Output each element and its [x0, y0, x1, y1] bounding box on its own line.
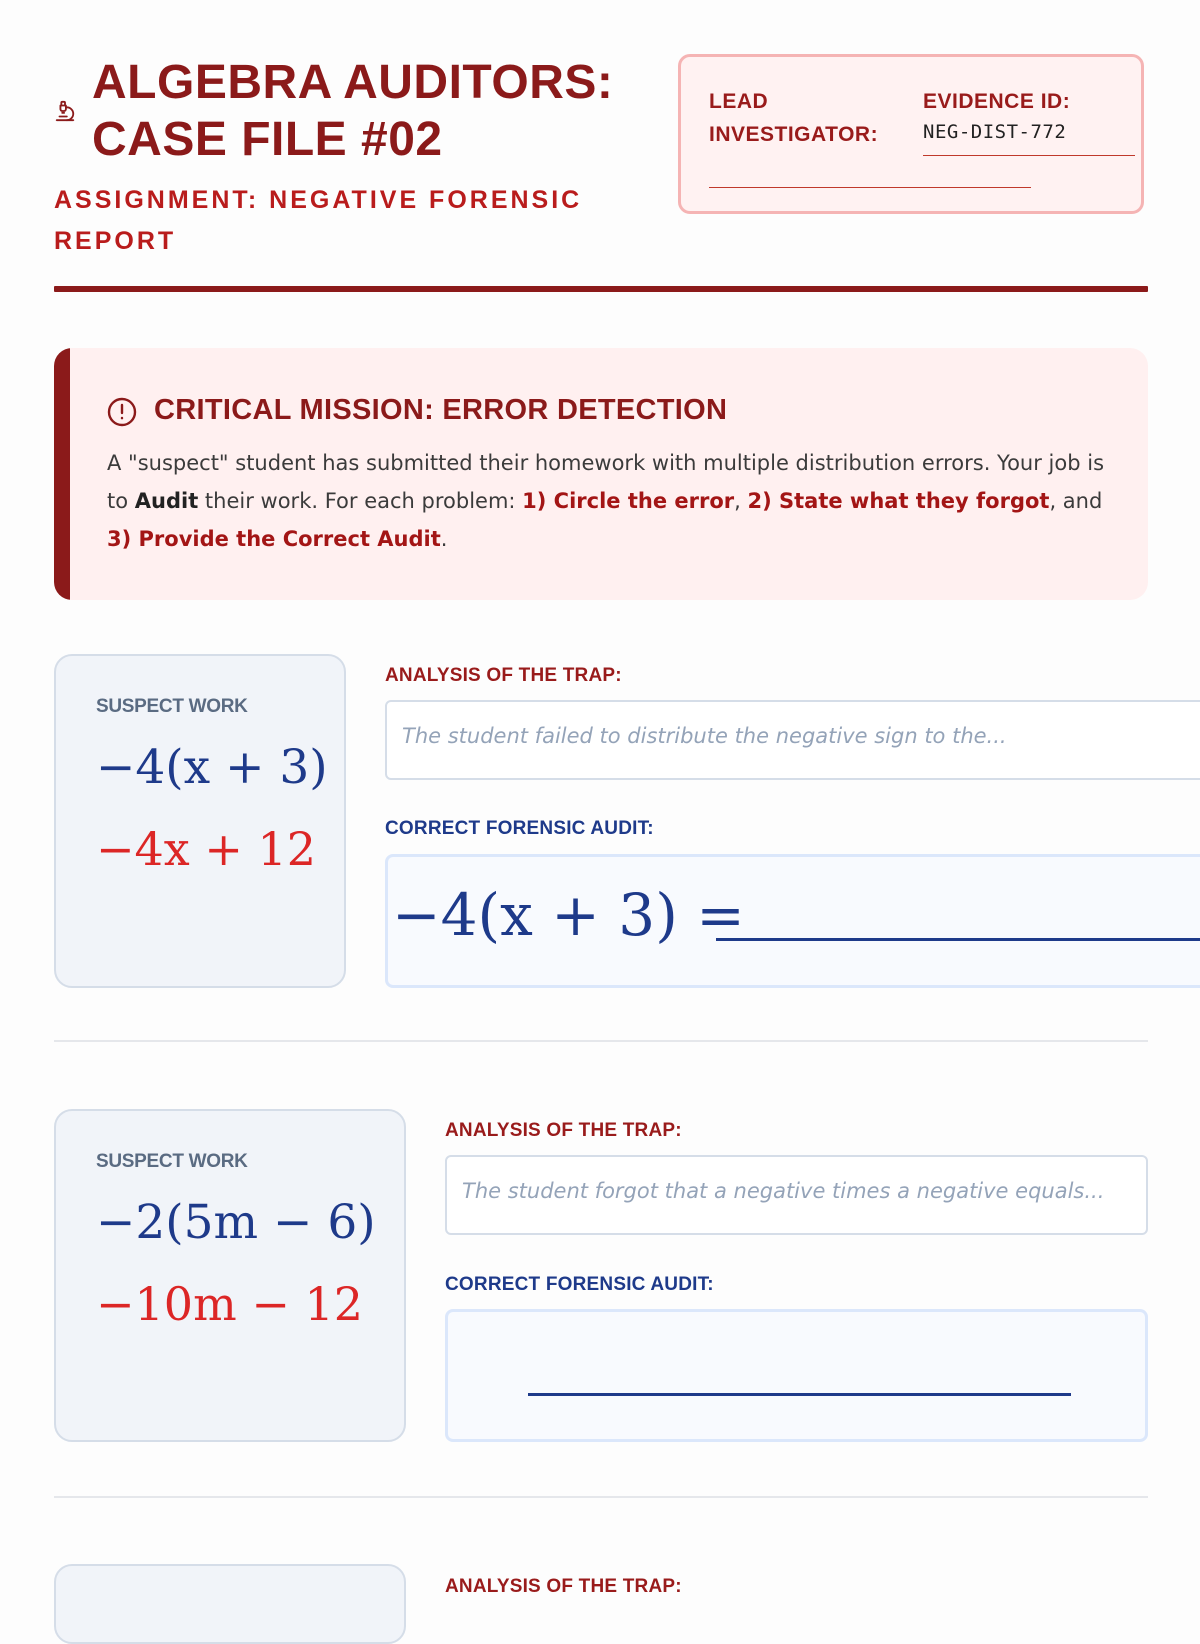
mission-step-2: 2) State what they forgot [747, 489, 1050, 513]
worksheet-header [54, 52, 1148, 292]
mission-audit-word: Audit [134, 489, 199, 513]
suspect-problem: −2(5m − 6) [96, 1195, 376, 1250]
analysis-placeholder: The student forgot that a negative times a negative equals... [462, 1179, 1105, 1203]
lead-label-line-1: LEAD [709, 90, 769, 113]
lead-label-line-2: INVESTIGATOR: [709, 123, 879, 146]
mission-intro: A "suspect" student has submitted their homework with multiple distribution errors. Your job is to [107, 451, 1105, 513]
problem-divider [54, 1040, 1148, 1042]
suspect-error-answer[interactable]: −4x + 12 [96, 822, 317, 876]
evidence-id-underline [923, 155, 1135, 156]
analysis-label: ANALYSIS OF THE TRAP: [385, 665, 622, 686]
analysis-input[interactable] [445, 1155, 1148, 1235]
lead-investigator-field[interactable] [709, 187, 1031, 188]
mission-accent-bar [54, 348, 70, 600]
mission-step-1: 1) Circle the error [522, 489, 735, 513]
header-divider [54, 286, 1148, 292]
suspect-work-card [54, 1109, 406, 1442]
mission-sep-1: , [734, 489, 748, 513]
mission-step-3: 3) Provide the Correct Audit [107, 527, 441, 551]
mission-instructions [107, 444, 1107, 558]
case-info-box [678, 54, 1144, 214]
subtitle-line-1: ASSIGNMENT: NEGATIVE FORENSIC [54, 186, 583, 214]
suspect-work-label: SUSPECT WORK [96, 696, 248, 717]
suspect-work-label: SUSPECT WORK [96, 1151, 248, 1172]
suspect-error-answer[interactable]: −10m − 12 [96, 1277, 364, 1331]
audit-answer-field[interactable] [385, 854, 1200, 988]
alert-circle-icon [106, 396, 138, 428]
mission-callout [54, 348, 1148, 600]
audit-answer-blank[interactable] [528, 1393, 1071, 1396]
suspect-problem: −4(x + 3) [96, 740, 328, 795]
evidence-id-value: NEG-DIST-772 [923, 121, 1067, 143]
evidence-id-label: EVIDENCE ID: [923, 90, 1071, 113]
mission-end: . [440, 527, 448, 551]
microscope-icon [54, 100, 76, 122]
subtitle-line-2: REPORT [54, 227, 177, 255]
analysis-label: ANALYSIS OF THE TRAP: [445, 1120, 682, 1141]
audit-answer-blank[interactable] [716, 938, 1200, 941]
mission-sep-2: , and [1049, 489, 1103, 513]
title-line-2: CASE FILE #02 [92, 113, 443, 166]
analysis-label: ANALYSIS OF THE TRAP: [445, 1576, 682, 1597]
audit-answer-field[interactable] [445, 1309, 1148, 1442]
problem-divider [54, 1496, 1148, 1498]
analysis-input[interactable] [385, 700, 1200, 780]
audit-label: CORRECT FORENSIC AUDIT: [385, 818, 654, 839]
page-title [92, 54, 613, 168]
lead-investigator-label [709, 85, 899, 151]
analysis-placeholder: The student failed to distribute the negative sign to the... [402, 724, 1007, 748]
assignment-subtitle [54, 180, 614, 262]
title-line-1: ALGEBRA AUDITORS: [92, 56, 614, 109]
audit-prompt: −4(x + 3) = [392, 881, 745, 949]
audit-label: CORRECT FORENSIC AUDIT: [445, 1274, 714, 1295]
mission-mid: their work. For each problem: [198, 489, 523, 513]
suspect-work-card [54, 654, 346, 988]
mission-title: CRITICAL MISSION: ERROR DETECTION [154, 394, 728, 426]
suspect-work-card [54, 1564, 406, 1644]
